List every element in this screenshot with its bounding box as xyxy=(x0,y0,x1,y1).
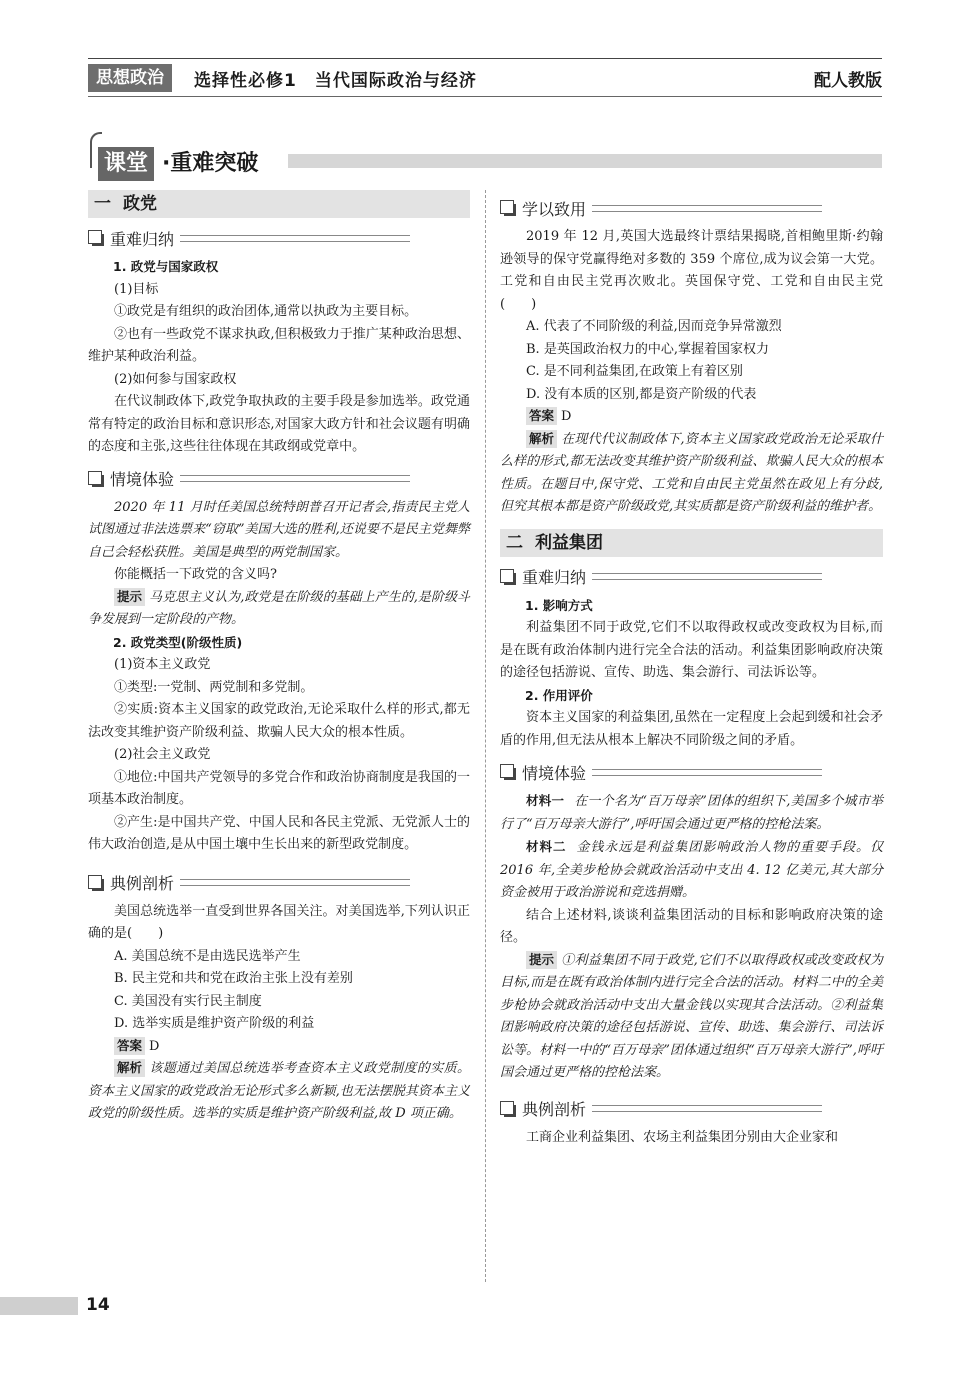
subheading-rule xyxy=(180,879,410,886)
subheading-title: 学以致用 xyxy=(522,199,587,219)
answer-label: 答案 xyxy=(114,1037,145,1055)
box-icon xyxy=(500,1101,516,1117)
paragraph: ①地位:中国共产党领导的多党合作和政治协商制度是我国的一项基本政治制度。 xyxy=(88,769,470,807)
box-icon xyxy=(500,569,516,585)
paragraph: 1. 政党与国家政权 xyxy=(113,259,219,274)
subheading xyxy=(500,196,883,220)
paragraph: (2)社会主义政党 xyxy=(114,747,211,762)
material-two xyxy=(500,836,883,905)
subheading xyxy=(88,467,470,491)
answer-value: D xyxy=(561,409,572,424)
hint-paragraph xyxy=(500,950,883,1085)
paragraph: ②实质:资本主义国家的政党政治,无论采取什么样的形式,都无法改变其维护资产阶级利益、欺骗人民大众的根本性质。 xyxy=(88,702,470,740)
option-b: B. 是英国政治权力的中心,掌握着国家权力 xyxy=(526,341,769,357)
right-column xyxy=(500,190,883,1149)
hint-text: 马克思主义认为,政党是在阶级的基础上产生的,是阶级斗争发展到一定阶段的产物。 xyxy=(88,589,470,627)
paragraph: 资本主义国家的利益集团,虽然在一定程度上会起到缓和社会矛盾的作用,但无法从根本上解决不同阶级之间的矛盾。 xyxy=(500,710,883,748)
option-d: D. 没有本质的区别,都是资产阶级的代表 xyxy=(526,386,757,402)
question-stem: 2019 年 12 月,英国大选最终计票结果揭晓,首相鲍里斯·约翰逊领导的保守党赢得绝对多数的 359 个席位,成为议会第一大党。工党和自由民主党再次败北。英国保守党、工党和自由民主党( ) xyxy=(500,229,883,312)
hint-label: 提示 xyxy=(526,951,557,969)
major-title: 政党 xyxy=(123,194,157,214)
material-one xyxy=(500,790,883,836)
subheading-rule xyxy=(180,475,410,482)
section-banner xyxy=(88,132,882,180)
subheading xyxy=(500,760,883,784)
subheading-rule xyxy=(592,205,822,212)
question-stem: 美国总统选举一直受到世界各国关注。对美国选举,下列认识正确的是( ) xyxy=(88,903,470,941)
analysis-paragraph xyxy=(500,429,883,519)
subheading xyxy=(500,1097,883,1121)
option-a: A. 代表了不同阶级的利益,因而竞争异常激烈 xyxy=(526,319,782,334)
answer-line xyxy=(500,406,883,429)
paragraph: 利益集团不同于政党,它们不以取得政权或改变政权为目标,而是在既有政治体制内进行完全合法的活动。利益集团影响政府决策的途径包括游说、宣传、助选、集会游行、司法诉讼等。 xyxy=(500,620,883,680)
subheading xyxy=(88,871,470,895)
subheading-title: 重难归纳 xyxy=(110,229,175,249)
paragraph: 2020 年 11 月时任美国总统特朗普召开记者会,指责民主党人试图通过非法选票来“窃取”美国大选的胜利,还说要不是民主党舞弊自己会轻松获胜。美国是典型的两党制国家。 xyxy=(88,499,470,560)
book-title: 选择性必修1 当代国际政治与经济 xyxy=(194,70,477,91)
analysis-text: 该题通过美国总统选举考查资本主义政党制度的实质。资本主义国家的政党政治无论形式多么新颖,也无法摆脱其资本主义政党的阶级性质。选举的实质是维护资产阶级利益,故 D 项正确。 xyxy=(88,1061,470,1121)
box-icon xyxy=(88,230,104,246)
option-c: C. 美国没有实行民主制度 xyxy=(114,993,262,1009)
paragraph: 工商企业利益集团、农场主利益集团分别由大企业家和 xyxy=(526,1129,839,1145)
box-icon xyxy=(88,471,104,487)
material-label: 材料二 xyxy=(526,839,567,854)
material-text: 在一个名为“百万母亲”团体的组织下,美国多个城市举行了“百万母亲大游行”,呼吁国会通过更严格的控枪法案。 xyxy=(500,794,883,832)
box-icon xyxy=(500,764,516,780)
paragraph: ②也有一些政党不谋求执政,但积极致力于推广某种政治思想、维护某种政治利益。 xyxy=(88,326,470,364)
subheading-rule xyxy=(592,1105,822,1112)
paragraph: ①类型:一党制、两党制和多党制。 xyxy=(114,679,314,695)
analysis-text: 在现代代议制政体下,资本主义国家政党政治无论采取什么样的形式,都无法改变其维护资产阶级利益、欺骗人民大众的根本性质。在题目中,保守党、工党和自由民主党虽然在政见上有分歧,但究其根本都是资产阶级政党,其实质都是资产阶级利益的维护者。 xyxy=(500,431,883,514)
major-heading-party xyxy=(88,190,470,218)
material-text: 金钱永远是利益集团影响政治人物的重要手段。仅 2016 年,全美步枪协会就政治活动中支出 4. 12 亿美元,其大部分资金被用于政治游说和竞选捐赠。 xyxy=(500,840,883,900)
subheading-rule xyxy=(180,235,410,242)
banner-box-label: 课堂 xyxy=(98,147,154,181)
subheading-title: 重难归纳 xyxy=(522,568,587,587)
left-column xyxy=(88,190,470,1126)
paragraph: 在代议制政体下,政党争取执政的主要手段是参加选举。政党通常有特定的政治目标和意识形态,对国家大政方针和社会议题有明确的态度和主张,这些往往体现在其政纲或党章中。 xyxy=(88,394,470,454)
hint-text: ①利益集团不同于政党,它们不以取得政权或改变政权为目标,而是在既有政治体制内进行完全合法的活动。材料二中的全美步枪协会就政治活动中支出大量金钱以实现其合法活动。②利益集团影响政府决策的途径包括游说、宣传、助选、集会游行、司法诉讼等。材料一中的“百万母亲”团体通过组织“百万母亲大游行”,呼吁国会通过更严格的控枪法案。 xyxy=(500,952,883,1080)
paragraph: 2. 作用评价 xyxy=(525,687,593,703)
subheading-title: 典例剖析 xyxy=(522,1100,587,1119)
hint-label: 提示 xyxy=(114,588,145,606)
subheading-title: 典例剖析 xyxy=(110,874,175,893)
column-divider xyxy=(485,190,486,1282)
major-number: 二 xyxy=(506,532,523,553)
banner-bar xyxy=(288,154,882,168)
top-rule xyxy=(88,58,882,59)
footer-bar xyxy=(0,1297,78,1315)
paragraph: 2. 政党类型(阶级性质) xyxy=(113,634,243,650)
option-c: C. 是不同利益集团,在政策上有着区别 xyxy=(526,364,743,379)
answer-label: 答案 xyxy=(526,407,557,425)
subheading xyxy=(500,565,883,589)
header-rule xyxy=(88,96,882,97)
option-d: D. 选举实质是维护资产阶级的利益 xyxy=(114,1016,315,1031)
major-heading-interest-groups xyxy=(500,529,883,557)
subheading-title: 情境体验 xyxy=(522,763,587,783)
paragraph: (1)目标 xyxy=(114,281,159,297)
analysis-label: 解析 xyxy=(526,430,557,448)
subheading xyxy=(88,226,470,250)
page-header xyxy=(88,63,882,93)
major-number: 一 xyxy=(94,194,111,214)
analysis-paragraph xyxy=(88,1058,470,1126)
page-number: 14 xyxy=(86,1295,110,1315)
answer-line xyxy=(88,1036,470,1059)
option-a: A. 美国总统不是由选民选举产生 xyxy=(114,948,301,964)
box-icon xyxy=(500,200,516,216)
subheading-title: 情境体验 xyxy=(110,470,175,489)
paragraph: ①政党是有组织的政治团体,通常以执政为主要目标。 xyxy=(114,304,418,319)
analysis-label: 解析 xyxy=(114,1059,145,1077)
banner-title: ·重难突破 xyxy=(162,151,259,176)
subheading-rule xyxy=(592,769,822,776)
subheading-rule xyxy=(592,573,822,580)
paragraph: 结合上述材料,谈谈利益集团活动的目标和影响政府决策的途径。 xyxy=(500,907,883,945)
paragraph: ②产生:是中国共产党、中国人民和各民主党派、无党派人士的伟大政治创造,是从中国土壤中生长出来的新型政党制度。 xyxy=(88,814,470,852)
major-title: 利益集团 xyxy=(535,532,603,553)
paragraph: 你能概括一下政党的含义吗? xyxy=(114,567,277,582)
paragraph: 1. 影响方式 xyxy=(525,597,593,613)
subject-tag: 思想政治 xyxy=(88,64,172,92)
answer-value: D xyxy=(149,1038,160,1054)
box-icon xyxy=(88,875,104,891)
edition-label: 配人教版 xyxy=(814,70,882,91)
paragraph: (2)如何参与国家政权 xyxy=(114,371,237,387)
option-b: B. 民主党和共和党在政治主张上没有差别 xyxy=(114,971,353,986)
paragraph: (1)资本主义政党 xyxy=(114,657,211,672)
material-label: 材料一 xyxy=(526,793,565,808)
hint-paragraph xyxy=(88,587,470,632)
